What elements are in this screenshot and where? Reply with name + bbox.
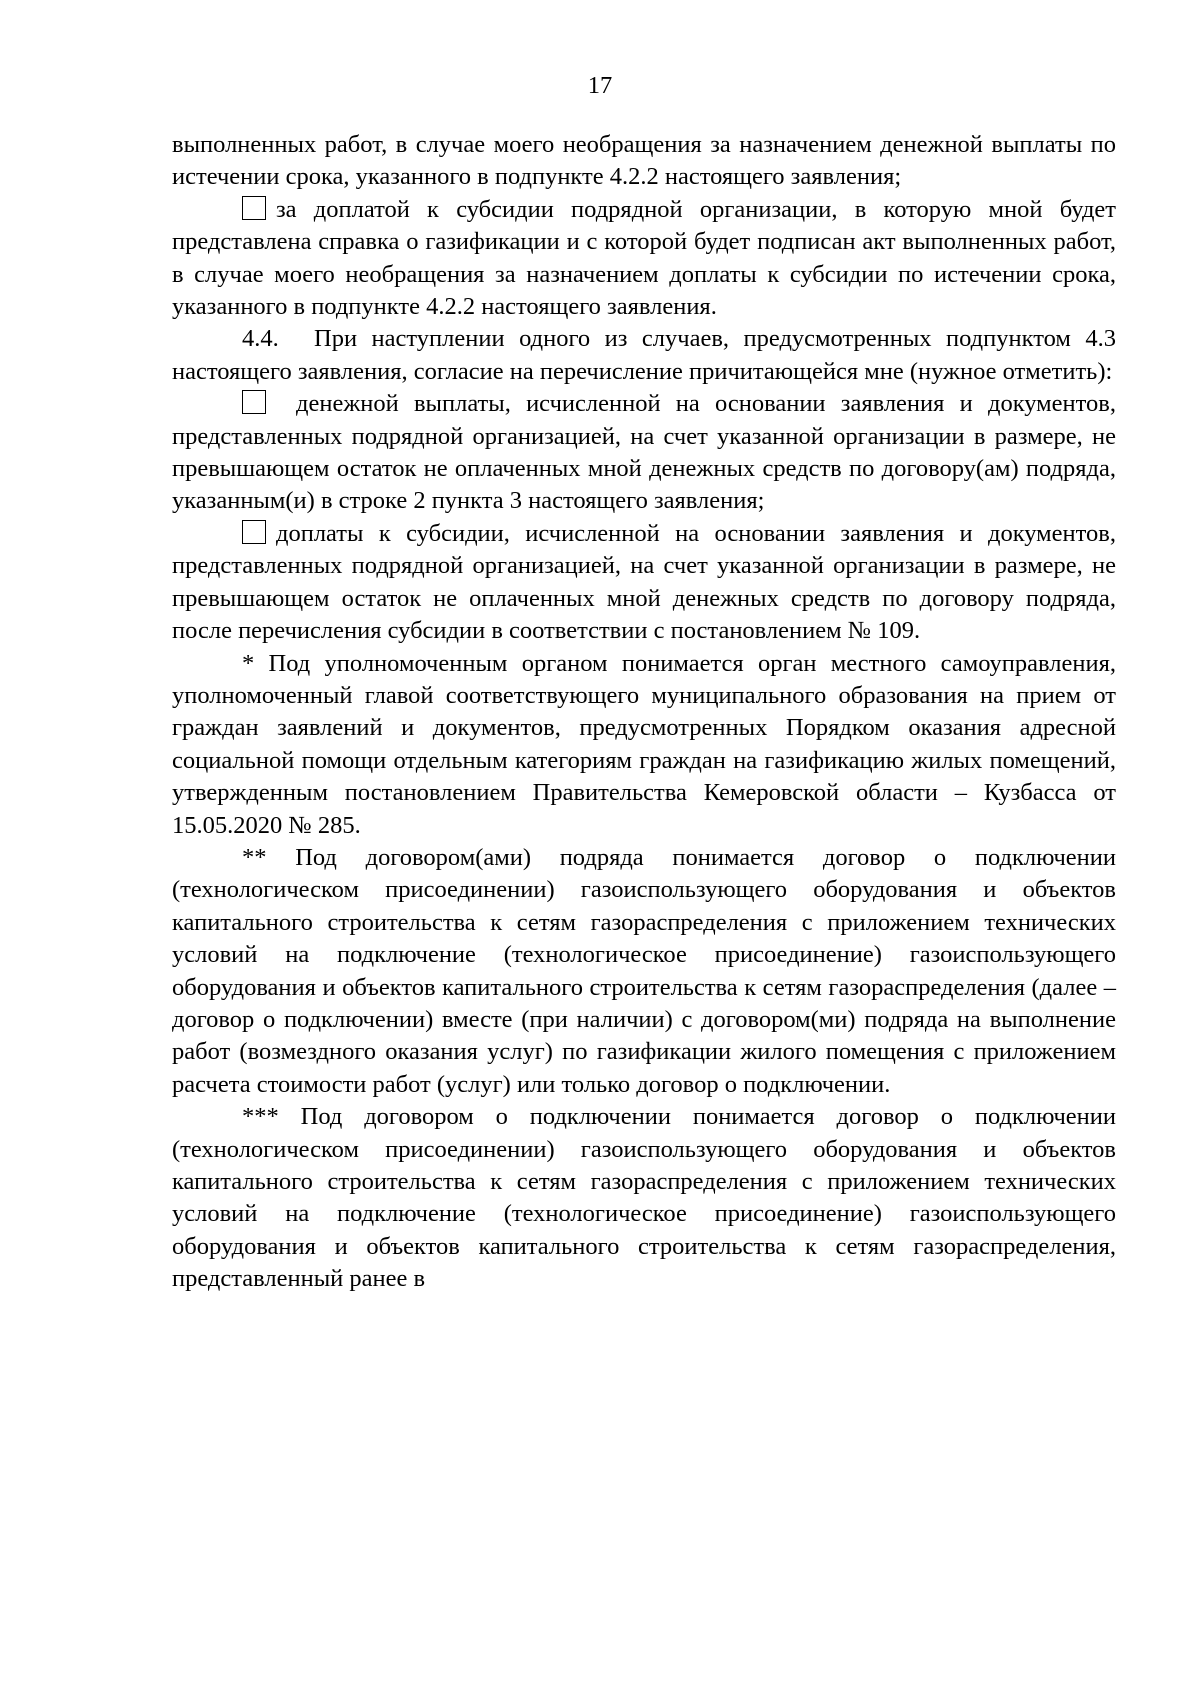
footnote-2: ** Под договором(ами) подряда понимается договор о подключении (технологическом присоединении) газоиспользующего оборудования и объектов капитального строительства к сетям газораспределения с приложением технических условий на подключение (технологическое присоединение) газоиспользующего оборудования и объектов капитального строительства к сетям газораспределения (далее – договор о подключении) вместе (при наличии) с договором(ми) подряда на выполнение работ (возмездного оказания услуг) по газификации жилого помещения с приложением расчета стоимости работ (услуг) или только договор о подключении. [172,843,1116,1098]
clause-4-4-text: При наступлении одного из случаев, предусмотренных подпунктом 4.3 настоящего заявления, согласие на перечисление причитающейся мне (нужное отметить): [172,325,1116,385]
paragraph-option-subsidy [172,194,1116,324]
checkbox-surcharge[interactable] [242,520,266,544]
option-surcharge-text: доплаты к субсидии, исчисленной на основании заявления и документов, представленных подрядной организацией, на счет указанной организации в размере, не превышающем остаток не оплаченных мной денежных средств по договору подряда, после перечисления субсидии в соответствии с постановлением № 109. [172,519,1116,645]
footnote-1: * Под уполномоченным органом понимается орган местного самоуправления, уполномоченный главой соответствующего муниципального образования на прием от граждан заявлений и документов, предусмотренных Порядком оказания адресной социальной помощи отдельным категориям граждан на газификацию жилых помещений, утвержденным постановлением Правительства Кемеровской области – Кузбасса от 15.05.2020 № 285. [172,649,1116,839]
paragraph-option-surcharge [172,518,1116,648]
paragraph-continuation: выполненных работ, в случае моего необращения за назначением денежной выплаты по истечении срока, указанного в подпункте 4.2.2 настоящего заявления; [172,131,1116,191]
footnote-3: *** Под договором о подключении понимается договор о подключении (технологическом присоединении) газоиспользующего оборудования и объектов капитального строительства к сетям газораспределения с приложением технических условий на подключение (технологическое присоединение) газоиспользующего оборудования и объектов капитального строительства к сетям газораспределения, представленный ранее в [172,1103,1116,1293]
option-cash-payment-text: денежной выплаты, исчисленной на основании заявления и документов, представленных подрядной организацией, на счет указанной организации в размере, не превышающем остаток не оплаченных мной денежных средств по договору(ам) подряда, указанным(и) в строке 2 пункта 3 настоящего заявления; [172,390,1116,515]
page-number: 17 [587,72,613,99]
paragraph-option-cash-payment [172,388,1116,518]
checkbox-subsidy-contractor[interactable] [242,196,266,220]
paragraph-4-4 [172,323,1116,388]
checkbox-cash-payment[interactable] [242,390,266,414]
document-body [172,129,1116,1296]
clause-number: 4.4. [242,325,279,353]
option-subsidy-text: за доплатой к субсидии подрядной организации, в которую мной будет представлена справка о газификации и с которой будет подписан акт выполненных работ, в случае моего необращения за назначением доплаты к субсидии по истечении срока, указанного в подпункте 4.2.2 настоящего заявления. [172,195,1116,321]
